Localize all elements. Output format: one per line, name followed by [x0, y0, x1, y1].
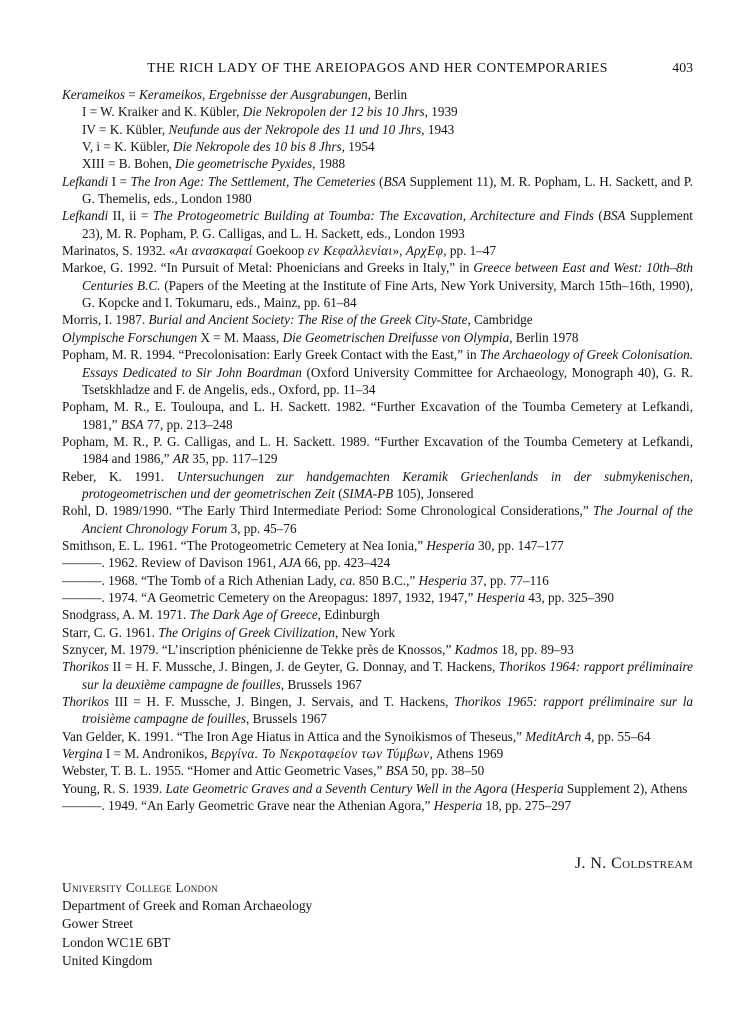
bibliography-entry: Snodgrass, A. M. 1971. The Dark Age of Greece, Edinburgh — [62, 607, 380, 623]
bibliography-entry: Reber, K. 1991. Untersuchungen zur handgemachten Keramik Griechenlands in der submykenischen, protogeometrischen und der geometrischen Zeit (SIMA-PB 105), Jonsered — [62, 468, 694, 501]
bibliography-entry: Kerameikos = Kerameikos, Ergebnisse der Ausgrabungen, Berlin — [62, 87, 408, 102]
address-line: London WC1E 6BT — [62, 934, 171, 950]
bibliography-entry: XIII = B. Bohen, Die geometrische Pyxides, 1988 — [82, 156, 346, 172]
bibliography-entry: ———. 1968. “The Tomb of a Rich Athenian Lady, ca. 850 B.C.,” Hesperia 37, pp. 77–116 — [62, 572, 549, 588]
bibliography-entry: Popham, M. R., P. G. Calligas, and L. H. Sackett. 1989. “Further Excavation of the Toumba Cemetery at Lefkandi, 1984 and 1986,” AR 35, pp. 117–129 — [62, 433, 693, 467]
page-number: 403 — [672, 60, 693, 75]
bibliography-entry: Popham, M. R., E. Touloupa, and L. H. Sackett. 1982. “Further Excavation of the Toumba Cemetery at Lefkandi, 1981,” BSA 77, pp. 213–248 — [62, 399, 693, 432]
bibliography-entry: Lefkandi I = The Iron Age: The Settlement, The Cemeteries (BSA Supplement 11), M. R. Popham, L. H. Sackett, and P. G. Themelis, eds., London 1980 — [62, 173, 693, 207]
bibliography-entry: Marinatos, S. 1932. «Αι ανασκαφαί Goekoop εν Κεφαλλενίαι», ΑρχΕφ, pp. 1–47 — [62, 243, 497, 259]
address-line: United Kingdom — [62, 952, 153, 968]
bibliography-entry: ———. 1949. “An Early Geometric Grave near the Athenian Agora,” Hesperia 18, pp. 275–297 — [62, 798, 572, 814]
author-signature: J. N. Coldstream — [574, 855, 693, 872]
bibliography-entry: Van Gelder, K. 1991. “The Iron Age Hiatus in Attica and the Synoikismos of Theseus,” MeditArch 4, pp. 55–64 — [62, 728, 651, 744]
bibliography-entry: Olympische Forschungen X = M. Maass, Die Geometrischen Dreifusse von Olympia, Berlin 1978 — [62, 329, 579, 345]
bibliography-entry: V, i = K. Kübler, Die Nekropole des 10 bis 8 Jhrs, 1954 — [82, 139, 375, 155]
bibliography-entry: Markoe, G. 1992. “In Pursuit of Metal: Phoenicians and Greeks in Italy,” in Greece between East and West: 10th–8th Centuries B.C. (Papers of the Meeting at the Institute of Fine Arts, New York University, March 15th–16th, 1990), G. Kopcke and I. Tokumaru, eds., Mainz, pp. 61–84 — [62, 260, 693, 311]
page-title: THE RICH LADY OF THE AREIOPAGOS AND HER CONTEMPORARIES — [147, 60, 608, 75]
bibliography-entry: Thorikos II = H. F. Mussche, J. Bingen, J. de Geyter, G. Donnay, and T. Hackens, Thorikos 1964: rapport préliminaire sur la deuxième campagne de fouilles, Brussels 1967 — [62, 659, 693, 692]
bibliography-entry: I = W. Kraiker and K. Kübler, Die Nekropolen der 12 bis 10 Jhrs, 1939 — [82, 104, 458, 120]
bibliography-entry: Morris, I. 1987. Burial and Ancient Society: The Rise of the Greek City-State, Cambridge — [62, 312, 533, 328]
address-block — [62, 879, 693, 970]
bibliography-list — [62, 86, 693, 814]
bibliography-entry: ———. 1962. Review of Davison 1961, AJA 66, pp. 423–424 — [62, 555, 391, 571]
bibliography-entry: Webster, T. B. L. 1955. “Homer and Attic Geometric Vases,” BSA 50, pp. 38–50 — [62, 763, 485, 779]
page-header — [62, 60, 693, 78]
bibliography-entry: ———. 1974. “A Geometric Cemetery on the Areopagus: 1897, 1932, 1947,” Hesperia 43, pp. 325–390 — [62, 589, 614, 605]
bibliography-entry: Smithson, E. L. 1961. “The Protogeometric Cemetery at Nea Ionia,” Hesperia 30, pp. 147–177 — [62, 537, 564, 553]
bibliography-entry: IV = K. Kübler, Neufunde aus der Nekropole des 11 und 10 Jhrs, 1943 — [82, 121, 455, 137]
address-line: University College London — [62, 880, 218, 895]
bibliography-entry: Starr, C. G. 1961. The Origins of Greek Civilization, New York — [62, 624, 396, 640]
bibliography-entry: Sznycer, M. 1979. “L’inscription phénicienne de Tekke près de Knossos,” Kadmos 18, pp. 89–93 — [62, 642, 574, 657]
address-line: Gower Street — [62, 916, 134, 932]
bibliography-entry: Young, R. S. 1939. Late Geometric Graves and a Seventh Century Well in the Agora (Hesperia Supplement 2), Athens — [62, 780, 688, 796]
bibliography-entry: Thorikos III = H. F. Mussche, J. Bingen, J. Servais, and T. Hackens, Thorikos 1965: rapport préliminaire sur la troisième campagne de fouilles, Brussels 1967 — [62, 694, 693, 727]
bibliography-entry: Popham, M. R. 1994. “Precolonisation: Early Greek Contact with the East,” in The Archaeology of Greek Colonisation. Essays Dedicated to Sir John Boardman (Oxford University Committee for Archaeology, Monograph 40), G. R. Tsetskhladze and F. de Angelis, eds., Oxford, pp. 11–34 — [62, 347, 693, 397]
bibliography-entry: Vergina I = M. Andronikos, Βεργίνα. Το Νεκροταφείον των Τύμβων, Athens 1969 — [62, 746, 504, 762]
bibliography-entry: Rohl, D. 1989/1990. “The Early Third Intermediate Period: Some Chronological Considerations,” The Journal of the Ancient Chronology Forum 3, pp. 45–76 — [62, 503, 693, 536]
address-line: Department of Greek and Roman Archaeology — [62, 898, 313, 914]
bibliography-entry: Lefkandi II, ii = The Protogeometric Building at Toumba: The Excavation, Architecture and Finds (BSA Supplement 23), M. R. Popham, P. G. Calligas, and L. H. Sackett, eds., London 1993 — [62, 208, 693, 241]
